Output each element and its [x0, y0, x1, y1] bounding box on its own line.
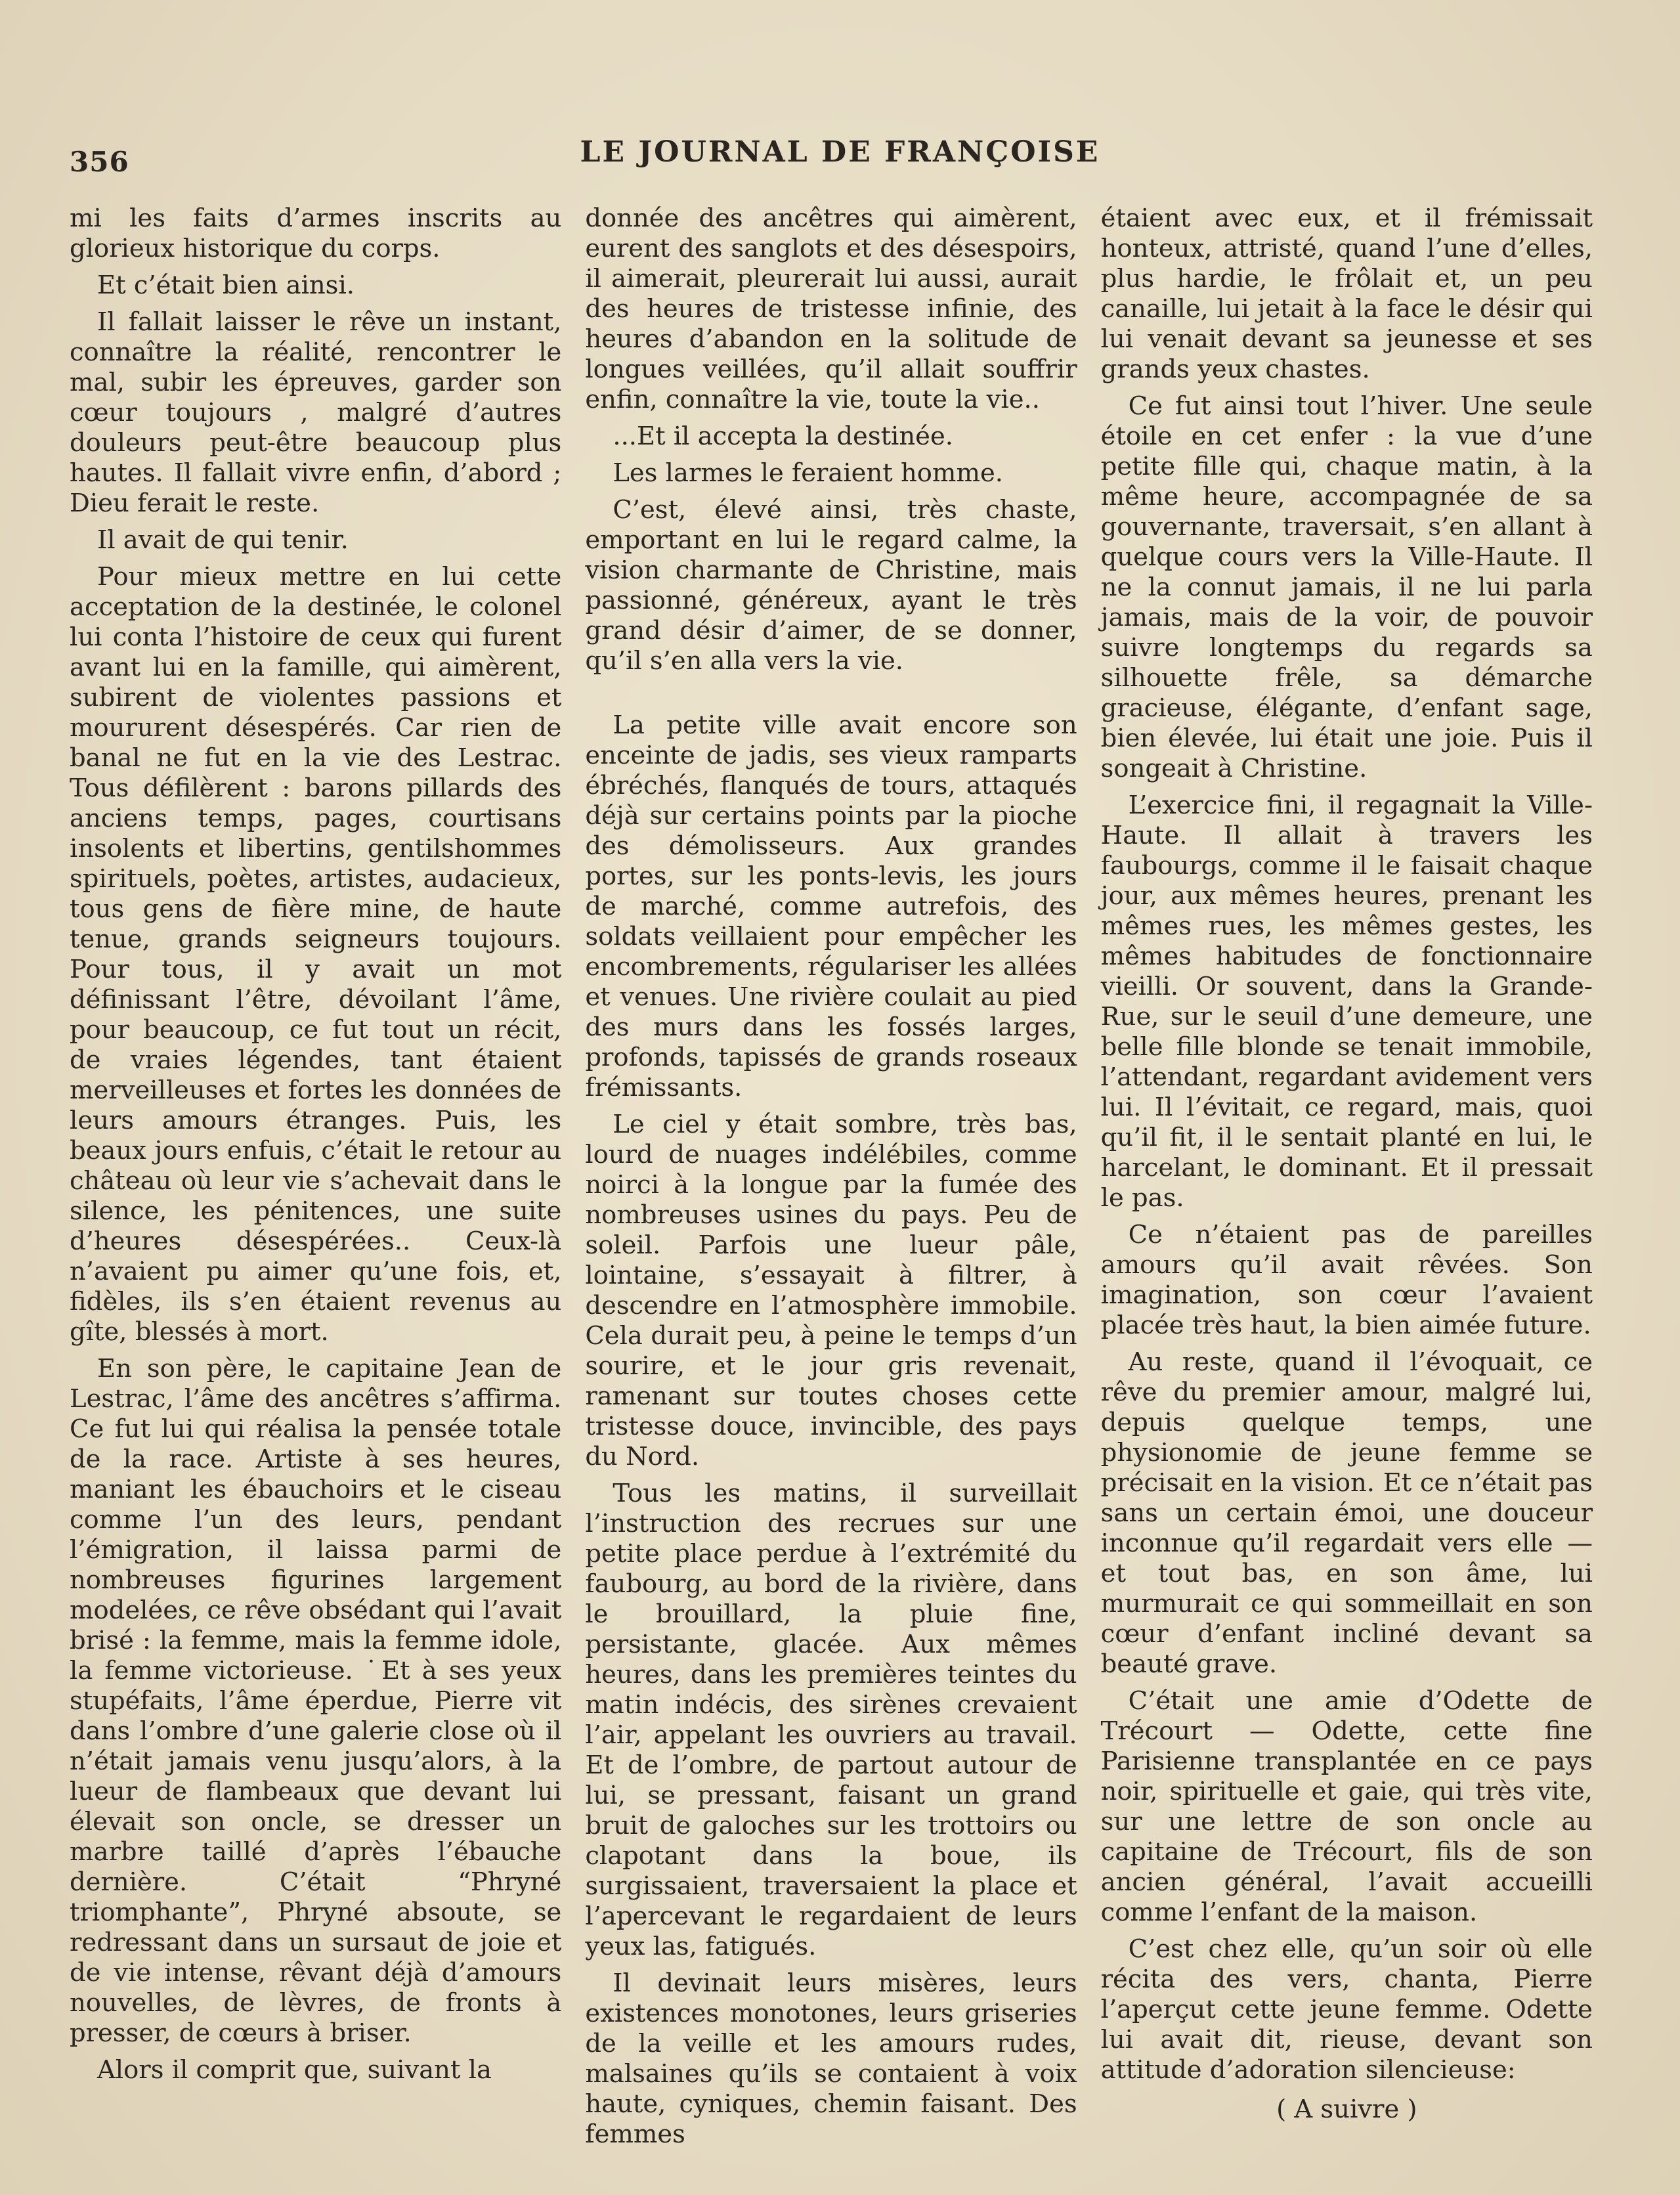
paragraph: Il avait de qui tenir.: [97, 525, 349, 555]
paragraph: C’est, élevé ainsi, très chaste, emportant en lui le regard calme, la vision charmante de Christine, mais passionné, généreux, ayant le très grand désir d’aimer, de se donner, qu’il s’en alla vers la vie.: [585, 495, 1077, 676]
column-3: [1101, 204, 1593, 2156]
page-number: 356: [70, 146, 129, 178]
paragraph: C’était une amie d’Odette de Trécourt — Odette, cette fine Parisienne transplantée en ce pays noir, spirituelle et gaie, qui très vite, sur une lettre de son oncle au capitaine de Trécourt, fils de son ancien général, l’avait accueilli comme l’enfant de la maison.: [1100, 1686, 1593, 1927]
paragraph: Ce n’étaient pas de pareilles amours qu’il avait rêvées. Son imagination, son cœur l’avaient placée très haut, la bien aimée future.: [1100, 1220, 1593, 1340]
paragraph: Et c’était bien ainsi.: [97, 271, 355, 300]
paragraph: La petite ville avait encore son enceinte de jadis, ses vieux ramparts ébréchés, flanqués de tours, attaqués déjà sur certains points par la pioche des démolisseurs. Aux grandes portes, sur les ponts-levis, les jours de marché, comme autrefois, des soldats veillaient pour empêcher les encombrements, régulariser les allées et venues. Une rivière coulait au pied des murs dans les fossés larges, profonds, tapissés de grands roseaux frémissants.: [585, 710, 1077, 1102]
paragraph: Pour mieux mettre en lui cette acceptation de la destinée, le colonel lui conta l’histoire de ceux qui furent avant lui en la famille, qui aimèrent, subirent de violentes passions et moururent désespérés. Car rien de banal ne fut en la vie des Lestrac. Tous défilèrent : barons pillards des anciens temps, pages, courtisans insolents et libertins, gentilshommes spirituels, poètes, artistes, audacieux, tous gens de fière mine, de haute tenue, grands seigneurs toujours. Pour tous, il y avait un mot définissant l’être, dévoilant l’âme, pour beaucoup, ce fut tout un récit, de vraies légendes, tant étaient merveilleuses et fortes les données de leurs amours étranges. Puis, les beaux jours enfuis, c’était le retour au château où leur vie s’achevait dans le silence, les pénitences, une suite d’heures désespérées.. Ceux-là n’avaient pu aimer qu’une fois, et, fidèles, ils s’en étaient revenus au gîte, blessés à mort.: [70, 562, 562, 1347]
paragraph: Les larmes le feraient homme.: [613, 458, 1003, 488]
paragraph: Au reste, quand il l’évoquait, ce rêve du premier amour, malgré lui, depuis quelque temps, une physionomie de jeune femme se précisait en la vision. Et ce n’était pas sans un certain émoi, une douceur inconnue qu’il regardait vers elle — et tout bas, en son âme, lui murmurait ce qui sommeillait en son cœur d’enfant incliné devant sa beauté grave.: [1100, 1347, 1593, 1679]
column-2: [585, 204, 1077, 2156]
paragraph: C’est chez elle, qu’un soir où elle récita des vers, chanta, Pierre l’aperçut cette jeune femme. Odette lui avait dit, rieuse, devant son attitude d’adoration silencieuse:: [1100, 1934, 1593, 2085]
column-1: [70, 204, 561, 2156]
to-be-continued-note: ( A suivre ): [1276, 2095, 1417, 2124]
paragraph: Alors il comprit que, suivant la: [97, 2055, 492, 2085]
paragraph: Il fallait laisser le rêve un instant, connaître la réalité, rencontrer le mal, subir les épreuves, garder son cœur toujours , malgré d’autres douleurs peut-être beaucoup plus hautes. Il fallait vivre enfin, d’abord ; Dieu ferait le reste.: [70, 307, 562, 518]
paragraph: En son père, le capitaine Jean de Lestrac, l’âme des ancêtres s’affirma. Ce fut lui qui réalisa la pensée totale de la race. Artiste à ses heures, maniant les ébauchoirs et le ciseau comme l’un des leurs, pendant l’émigration, il laissa parmi de nombreuses figurines largement modelées, ce rêve obsédant qui l’avait brisé : la femme, mais la femme idole, la femme victorieuse. ˙Et à ses yeux stupéfaits, l’âme éperdue, Pierre vit dans l’ombre d’une galerie close où il n’était jamais venu jusqu’alors, à la lueur de flambeaux que devant lui élevait son oncle, se dresser un marbre taillé d’après l’ébauche dernière. C’était “Phryné triomphante”, Phryné absoute, se redressant dans un sursaut de joie et de vie intense, rêvant déjà d’amours nouvelles, de lèvres, de fronts à presser, de cœurs à briser.: [70, 1354, 562, 2048]
paragraph: ...Et il accepta la destinée.: [613, 422, 953, 451]
text-columns: [70, 204, 1593, 2156]
paragraph: Ce fut ainsi tout l’hiver. Une seule étoile en cet enfer : la vue d’une petite fille qui, chaque matin, à la même heure, accompagnée de sa gouvernante, traversait, s’en allant à quelque cours vers la Ville-Haute. Il ne la connut jamais, il ne lui parla jamais, mais de la voir, de pouvoir suivre longtemps du regards sa silhouette frêle, sa démarche gracieuse, élégante, d’enfant sage, bien élevée, lui était une joie. Puis il songeait à Christine.: [1100, 391, 1593, 783]
paragraph: étaient avec eux, et il frémissait honteux, attristé, quand l’une d’elles, plus hardie, le frôlait et, un peu canaille, lui jetait à la face le désir qui lui venait devant sa jeunesse et ses grands yeux chastes.: [1100, 204, 1593, 384]
running-head: LE JOURNAL DE FRANÇOISE: [580, 135, 1100, 169]
paragraph: L’exercice fini, il regagnait la Ville-Haute. Il allait à travers les faubourgs, comme il le faisait chaque jour, aux mêmes heures, prenant les mêmes rues, les mêmes gestes, les mêmes habitudes de fonctionnaire vieilli. Or souvent, dans la Grande-Rue, sur le seuil d’une demeure, une belle fille blonde se tenait immobile, l’attendant, regardant avidement vers lui. Il l’évitait, ce regard, mais, quoi qu’il fit, il le sentait planté en lui, le harcelant, le dominant. Et il pressait le pas.: [1100, 791, 1593, 1213]
paragraph: mi les faits d’armes inscrits au glorieux historique du corps.: [70, 204, 562, 263]
paragraph: Tous les matins, il surveillait l’instruction des recrues sur une petite place perdue à l’extrémité du faubourg, au bord de la rivière, dans le brouillard, la pluie fine, persistante, glacée. Aux mêmes heures, dans les premières teintes du matin indécis, des sirènes crevaient l’air, appelant les ouvriers au travail. Et de l’ombre, de partout autour de lui, se pressant, faisant un grand bruit de galoches sur les trottoirs ou clapotant dans la boue, ils surgissaient, traversaient la place et l’apercevant le regardaient de leurs yeux las, fatigués.: [585, 1479, 1077, 1961]
paragraph: donnée des ancêtres qui aimèrent, eurent des sanglots et des désespoirs, il aimerait, pleurerait lui aussi, aurait des heures de tristesse infinie, des heures d’abandon en la solitude de longues veillées, qu’il allait souffrir enfin, connaître la vie, toute la vie..: [585, 204, 1077, 414]
paragraph: Le ciel y était sombre, très bas, lourd de nuages indélébiles, comme noirci à la longue par la fumée des nombreuses usines du pays. Peu de soleil. Parfois une lueur pâle, lointaine, s’essayait à filtrer, à descendre en l’atmosphère immobile. Cela durait peu, à peine le temps d’un sourire, et le jour gris revenait, ramenant sur toutes choses cette tristesse douce, invincible, des pays du Nord.: [585, 1110, 1077, 1471]
paragraph: Il devinait leurs misères, leurs existences monotones, leurs griseries de la veille et les amours rudes, malsaines qu’ils se contaient à voix haute, cyniques, chemin faisant. Des femmes: [585, 1968, 1077, 2149]
